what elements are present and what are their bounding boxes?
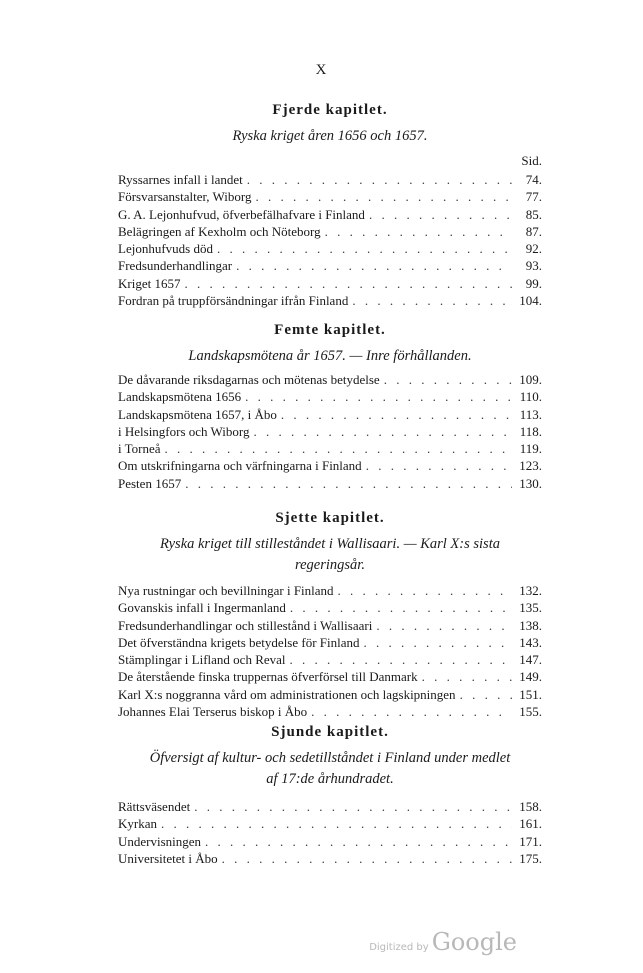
toc-entry xyxy=(118,703,542,720)
entry-title: G. A. Lejonhufvud, öfverbefälhafvare i Finland xyxy=(118,206,365,222)
chapter-4 xyxy=(118,100,542,309)
toc-entry xyxy=(118,651,542,668)
entry-page: 123. xyxy=(519,458,542,474)
leader-dots xyxy=(184,275,512,292)
leader-dots xyxy=(384,371,512,388)
toc-entry xyxy=(118,371,542,388)
entry-page: 158. xyxy=(519,799,542,814)
entry-title: Karl X:s noggranna vård om administrationen och lagskipningen xyxy=(118,686,456,702)
leader-dots xyxy=(247,171,512,188)
toc-entry xyxy=(118,599,542,616)
toc-entry xyxy=(118,457,542,474)
toc-entry xyxy=(118,206,542,223)
leader-dots xyxy=(281,406,512,423)
entry-title: Universitetet i Åbo xyxy=(118,850,218,866)
entry-page: 155. xyxy=(519,704,542,720)
toc-entry xyxy=(118,423,542,440)
entry-page: 149. xyxy=(519,669,542,685)
toc-list xyxy=(118,582,542,720)
leader-dots xyxy=(422,668,512,685)
entry-title: Belägringen af Kexholm och Nöteborg xyxy=(118,223,321,239)
toc-list xyxy=(118,171,542,309)
entry-page: 119. xyxy=(519,441,542,457)
leader-dots xyxy=(217,240,512,257)
entry-page: 104. xyxy=(519,293,542,309)
entry-title: Om utskrifningarna och värfningarna i Finland xyxy=(118,458,362,474)
entry-title: De återstående finska truppernas öfverförsel till Danmark xyxy=(118,669,418,685)
leader-dots xyxy=(254,423,512,440)
toc-entry xyxy=(118,188,542,205)
entry-page: 77. xyxy=(525,189,542,205)
leader-dots xyxy=(165,440,512,457)
entry-page: 171. xyxy=(519,833,542,849)
google-logo: Google xyxy=(431,928,517,956)
entry-title: i Torneå xyxy=(118,441,161,457)
toc-entry xyxy=(118,171,542,188)
toc-list xyxy=(118,798,542,867)
toc-entry xyxy=(118,582,542,599)
entry-title: Johannes Elai Terserus biskop i Åbo xyxy=(118,704,308,720)
chapter-subtitle xyxy=(118,748,542,790)
entry-page: 93. xyxy=(525,258,542,274)
entry-page: 85. xyxy=(525,206,542,222)
leader-dots xyxy=(325,223,512,240)
entry-page: 74. xyxy=(525,172,542,187)
leader-dots xyxy=(222,850,512,867)
entry-title: Landskapsmötena 1657, i Åbo xyxy=(118,406,277,422)
entry-title: Fordran på truppförsändningar ifrån Finland xyxy=(118,293,349,309)
leader-dots xyxy=(185,475,512,492)
entry-page: 130. xyxy=(519,475,542,491)
entry-page: 99. xyxy=(525,275,542,291)
leader-dots xyxy=(460,686,512,703)
digitized-by-google-watermark xyxy=(369,928,517,956)
chapter-7 xyxy=(118,722,542,867)
subtitle-line: af 17:de århundradet. xyxy=(266,771,394,787)
subtitle-line: Ryska kriget till stilleståndet i Wallisaari. — Karl X:s sista xyxy=(160,536,500,552)
entry-title: Fredsunderhandlingar xyxy=(118,258,233,274)
leader-dots xyxy=(161,815,512,832)
chapter-subtitle xyxy=(118,534,542,576)
entry-page: 175. xyxy=(519,850,542,866)
chapter-subtitle xyxy=(118,126,542,147)
leader-dots xyxy=(338,582,512,599)
entry-page: 161. xyxy=(519,816,542,832)
subtitle-line: regeringsår. xyxy=(295,557,365,573)
toc-entry xyxy=(118,292,542,309)
entry-title: Ryssarnes infall i landet xyxy=(118,172,243,187)
entry-title: Undervisningen xyxy=(118,833,202,849)
entry-title: Försvarsanstalter, Wiborg xyxy=(118,189,252,205)
entry-title: Rättsväsendet xyxy=(118,799,191,814)
entry-title: Lejonhufvuds död xyxy=(118,241,213,257)
toc-entry xyxy=(118,223,542,240)
leader-dots xyxy=(366,457,512,474)
entry-title: De dåvarande riksdagarnas och mötenas betydelse xyxy=(118,372,380,387)
leader-dots xyxy=(364,634,512,651)
entry-page: 147. xyxy=(519,652,542,668)
subtitle-line: Öfversigt af kultur- och sedetillståndet i Finland under medlet xyxy=(149,750,511,766)
toc-entry xyxy=(118,668,542,685)
leader-dots xyxy=(352,292,512,309)
subtitle-line: Landskapsmötena år 1657. — Inre förhållanden. xyxy=(188,348,472,364)
entry-title: Kyrkan xyxy=(118,816,157,832)
toc-entry xyxy=(118,240,542,257)
chapter-heading: Fjerde kapitlet. xyxy=(272,102,388,118)
entry-page: 143. xyxy=(519,634,542,650)
entry-page: 110. xyxy=(519,389,542,405)
sid-label: Sid. xyxy=(521,153,542,168)
entry-title: Fredsunderhandlingar och stillestånd i Wallisaari xyxy=(118,617,373,633)
toc-entry xyxy=(118,815,542,832)
leader-dots xyxy=(256,188,512,205)
leader-dots xyxy=(290,599,512,616)
leader-dots xyxy=(194,798,512,815)
toc-entry xyxy=(118,406,542,423)
entry-title: i Helsingfors och Wiborg xyxy=(118,423,250,439)
leader-dots xyxy=(205,833,512,850)
entry-page: 138. xyxy=(519,617,542,633)
watermark-prefix: Digitized by xyxy=(369,942,429,953)
toc-entry xyxy=(118,275,542,292)
toc-entry xyxy=(118,833,542,850)
chapter-heading: Sjunde kapitlet. xyxy=(271,724,389,740)
chapter-heading: Femte kapitlet. xyxy=(274,322,386,338)
toc-entry xyxy=(118,617,542,634)
toc-entry xyxy=(118,850,542,867)
entry-page: 118. xyxy=(519,423,542,439)
entry-page: 87. xyxy=(525,223,542,239)
leader-dots xyxy=(236,257,512,274)
chapter-subtitle xyxy=(118,346,542,367)
entry-page: 113. xyxy=(519,406,542,422)
entry-title: Kriget 1657 xyxy=(118,275,181,291)
toc-entry xyxy=(118,686,542,703)
page-number: X xyxy=(315,62,328,78)
chapter-5 xyxy=(118,320,542,492)
entry-title: Pesten 1657 xyxy=(118,475,182,491)
entry-title: Nya rustningar och bevillningar i Finland xyxy=(118,583,334,598)
entry-title: Govanskis infall i Ingermanland xyxy=(118,600,286,616)
leader-dots xyxy=(311,703,512,720)
leader-dots xyxy=(290,651,512,668)
leader-dots xyxy=(376,617,512,634)
leader-dots xyxy=(369,206,512,223)
toc-list xyxy=(118,371,542,492)
entry-page: 151. xyxy=(519,686,542,702)
toc-entry xyxy=(118,634,542,651)
toc-entry xyxy=(118,388,542,405)
subtitle-line: Ryska kriget åren 1656 och 1657. xyxy=(232,128,428,144)
entry-title: Det öfverständna krigets betydelse för Finland xyxy=(118,634,360,650)
entry-page: 135. xyxy=(519,600,542,616)
entry-page: 132. xyxy=(519,583,542,598)
toc-entry xyxy=(118,475,542,492)
chapter-heading: Sjette kapitlet. xyxy=(275,510,385,526)
entry-page: 109. xyxy=(519,372,542,387)
leader-dots xyxy=(245,388,512,405)
entry-title: Landskapsmötena 1656 xyxy=(118,389,242,405)
toc-entry xyxy=(118,440,542,457)
entry-title: Stämplingar i Lifland och Reval xyxy=(118,652,286,668)
chapter-6 xyxy=(118,508,542,720)
toc-entry xyxy=(118,798,542,815)
entry-page: 92. xyxy=(525,241,542,257)
toc-entry xyxy=(118,257,542,274)
